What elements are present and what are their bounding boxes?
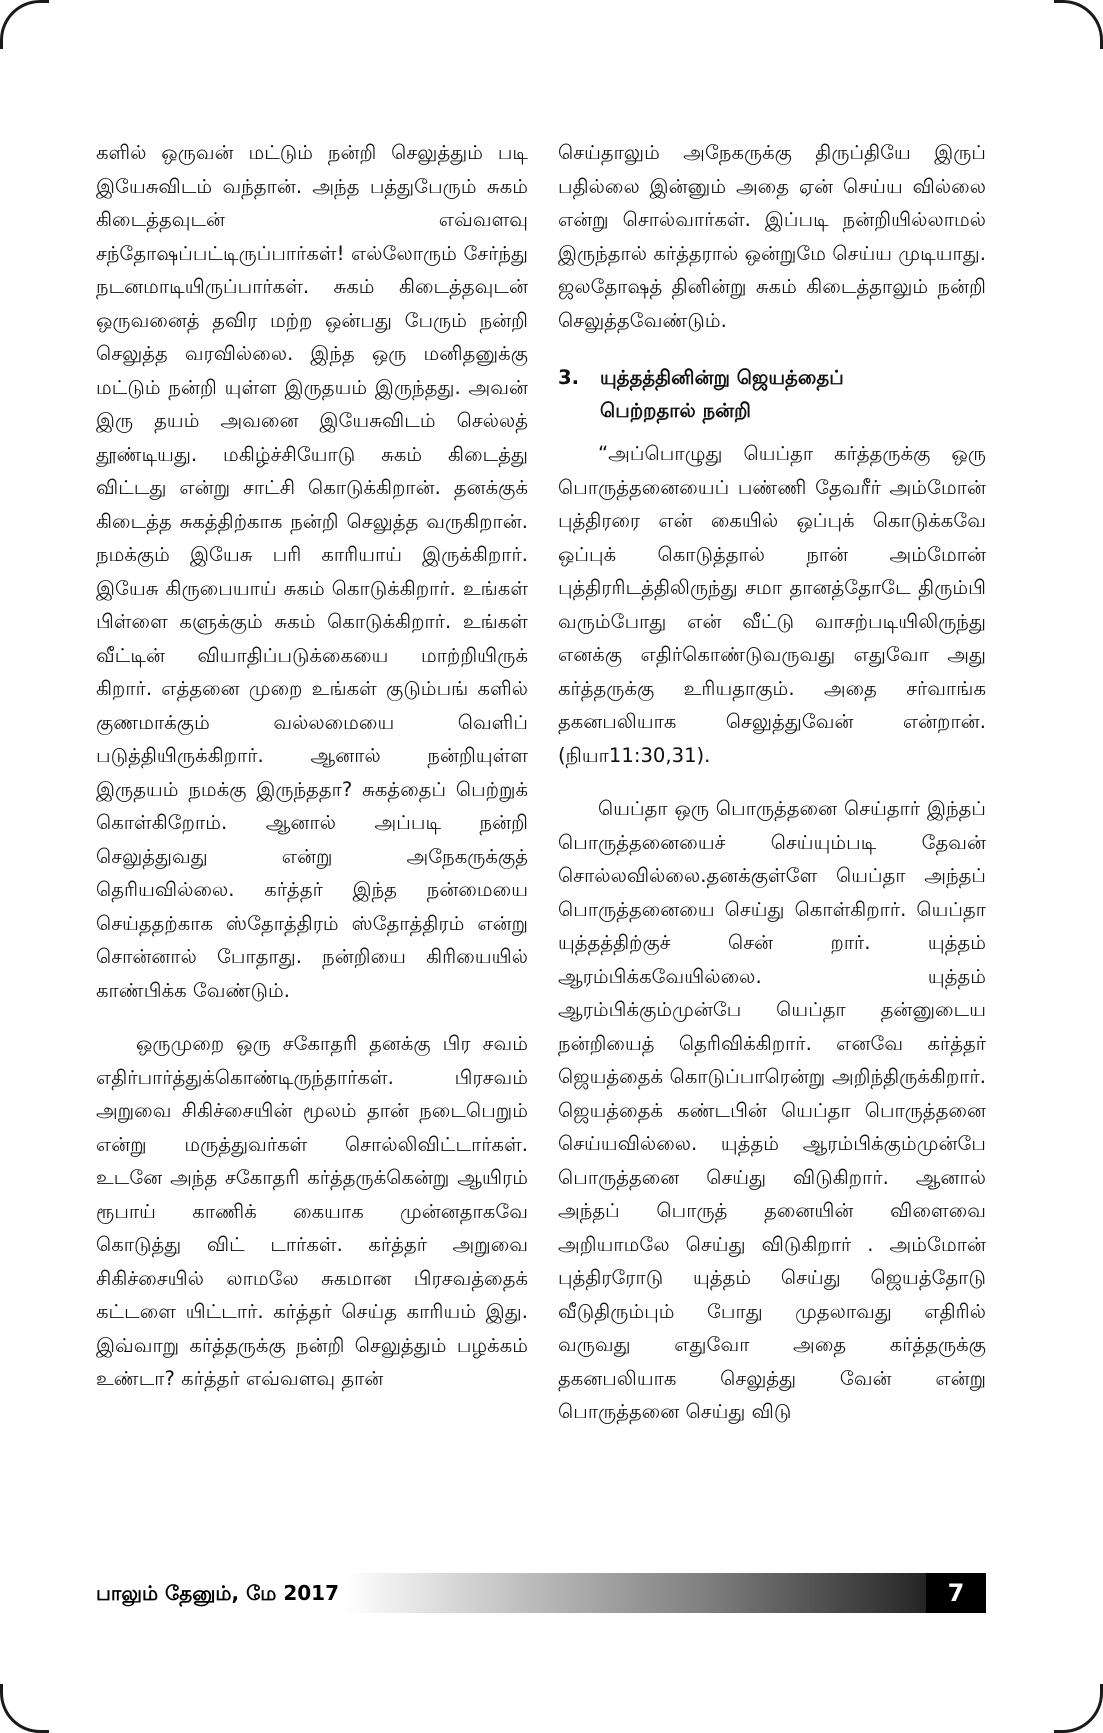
text-line: பெற்றுக் கொள்கிறோம். ஆனால் அப்படி bbox=[96, 777, 529, 834]
text-line: றார். யுத்தம் ஆரம்பிக்கவேயில்லை. யுத்தம் bbox=[558, 931, 986, 988]
text-line: சந்தோஷப்பட்டிருப்பார்கள்! எல்லோரும் bbox=[96, 241, 457, 265]
text-line: யெப்தா அந்தப் பொருத்தனையை செய்து bbox=[558, 864, 986, 921]
text-line: அதை கர்த்தருக்கு தகனபலியாக செலுத்து bbox=[558, 1333, 987, 1390]
text-line: கிடைத்தவுடன் ஒருவனைத் தவிர மற்ற bbox=[96, 275, 528, 332]
left-column bbox=[96, 136, 528, 1396]
text-line: ஒருமுறை ஒரு சகோதரி தனக்கு பிர bbox=[136, 1032, 471, 1055]
text-line: லாமலே சுகமான பிரசவத்தைக் கட்டளை bbox=[96, 1266, 528, 1323]
section-number: 3. bbox=[558, 366, 580, 389]
page-corner-top-right bbox=[1054, 0, 1103, 49]
text-line: பழக்கம் உண்டா? கர்த்தர் எவ்வளவு தான் bbox=[96, 1333, 528, 1390]
text-line: வீட்டின் வியாதிப்படுக்கையை மாற்றியிருக் bbox=[96, 643, 528, 667]
text-line: யெப்தா பொருத்தனை செய்யவில்லை. bbox=[558, 1098, 987, 1155]
text-line: களில் குணமாக்கும் வல்லமையை வெளிப் bbox=[96, 677, 528, 734]
right-paragraph-2 bbox=[558, 792, 986, 1429]
right-column bbox=[558, 136, 986, 1429]
text-line: இந்த ஒரு மனிதனுக்கு மட்டும் நன்றி bbox=[96, 342, 528, 399]
left-paragraph-1 bbox=[96, 136, 528, 1007]
text-line: இருதயம் நமக்கு இருந்ததா? சுகத்தைப் bbox=[96, 777, 447, 801]
page-corner-bottom-left bbox=[0, 1684, 49, 1733]
text-line: கிறார். எத்தனை முறை உங்கள் குடும்பங் bbox=[96, 677, 469, 700]
text-line: பத்துபேரும் சுகம் கிடைத்தவுடன் எவ்வளவு bbox=[96, 174, 528, 231]
section-title-line-1: யுத்தத்தினின்று ஜெயத்தைப் bbox=[600, 366, 844, 389]
text-line: வேன் என்று பொருத்தனை செய்து விடு bbox=[558, 1366, 986, 1423]
text-line: அம்மோன் புத்திரரிடத்திலிருந்து சமா bbox=[558, 542, 986, 599]
text-line: ஆரம்பிக்கும்முன்பே யெப்தா தன்னுடைய bbox=[558, 998, 986, 1021]
text-line: படுத்தியிருக்கிறார். ஆனால் நன்றியுள்ள bbox=[96, 744, 528, 767]
text-line: சொல்லிவிட்டார்கள். உடனே அந்த சகோதரி bbox=[96, 1132, 529, 1189]
text-line: கர்த்தருக்கு உரியதாகும். அதை சர்வாங்க bbox=[558, 676, 986, 700]
text-line: கையாக முன்னதாகவே கொடுத்து விட் bbox=[96, 1199, 528, 1256]
page-corner-top-left bbox=[0, 0, 49, 49]
text-line: அம்மோன் புத்திரரை என் கையில் ஒப்புக் bbox=[558, 475, 986, 532]
text-line: பிரசவம் அறுவை சிகிச்சையின் மூலம் bbox=[96, 1065, 528, 1122]
text-line: யுத்தம் செய்து ஜெயத்தோடு வீடுதிரும்பும் bbox=[558, 1266, 986, 1323]
magazine-issue: பாலும் தேனும், மே 2017 bbox=[96, 1581, 339, 1605]
text-line: ஒன்றுமே செய்ய முடியாது. ஜலதோஷத் bbox=[558, 241, 986, 298]
text-line: இந்தப் பொருத்தனையைச் செய்யும்படி bbox=[558, 797, 986, 854]
text-line: பொருத்தனையைப் பண்ணி தேவரீர் bbox=[558, 475, 881, 499]
text-line: யுள்ள இருதயம் இருந்தது. அவன் இரு bbox=[96, 375, 528, 432]
left-paragraph-2 bbox=[96, 1027, 528, 1396]
text-line: (நியா11:30,31). bbox=[558, 743, 711, 767]
text-line: தெரியவில்லை. கர்த்தர் இந்த நன்மையை bbox=[96, 878, 528, 901]
text-line: என்று சொன்னால் போதாது. நன்றியை bbox=[96, 911, 528, 968]
text-line: தூண்டியது. மகிழ்ச்சியோடு சுகம் கிடைத்து bbox=[96, 442, 528, 466]
section-title-line-2: பெற்றதால் நன்றி bbox=[600, 399, 752, 422]
text-line: போது முதலாவது எதிரில் வருவது எதுவோ bbox=[558, 1299, 986, 1356]
text-line: படி இயேசுவிடம் வந்தான். அந்த bbox=[96, 141, 528, 198]
text-line: செய்து விடுகிறார். ஆனால் அந்தப் பொருத் bbox=[558, 1165, 986, 1222]
text-line: தான் நடைபெறும் என்று மருத்துவர்கள் bbox=[96, 1099, 528, 1156]
text-line: இவ்வாறு கர்த்தருக்கு நன்றி செலுத்தும் bbox=[96, 1333, 447, 1357]
text-line: தனையின் விளைவை அறியாமலே bbox=[558, 1199, 986, 1256]
text-line: ஒன்பது பேரும் நன்றி செலுத்த வரவில்லை. bbox=[96, 308, 528, 365]
text-line: கர்த்தருக்கென்று ஆயிரம் ரூபாய் காணிக் bbox=[96, 1166, 528, 1223]
text-line: களில் ஒருவன் மட்டும் நன்றி செலுத்தும் bbox=[96, 141, 483, 164]
right-paragraph-1 bbox=[558, 136, 986, 337]
text-line: “அப்பொழுது யெப்தா கர்த்தருக்கு ஒரு bbox=[598, 442, 986, 465]
text-line: நன்றியில்லாமல் இருந்தால் கர்த்தரால் bbox=[558, 208, 986, 265]
text-line: கொள்கிறார். யெப்தா யுத்தத்திற்குச் சென் bbox=[558, 897, 986, 954]
text-line: தேவன் சொல்லவில்லை.தனக்குள்ளே bbox=[558, 830, 986, 887]
text-line: நன்றியைத் தெரிவிக்கிறார். எனவே bbox=[558, 1031, 904, 1055]
text-line: தனக்குக் கிடைத்த சுகத்திற்காக நன்றி bbox=[96, 476, 528, 533]
text-line: செய்து விடுகிறார் . அம்மோன் புத்திரரோடு bbox=[558, 1232, 986, 1289]
text-line: செய்ததற்காக ஸ்தோத்திரம் ஸ்தோத்திரம் bbox=[96, 911, 465, 935]
text-line: சவம் எதிர்பார்த்துக்கொண்டிருந்தார்கள். bbox=[96, 1032, 529, 1089]
text-line: விட்டது என்று சாட்சி கொடுக்கிறான். bbox=[96, 476, 441, 499]
text-line: கிரியையில் காண்பிக்க வேண்டும். bbox=[96, 945, 528, 1002]
text-line: தயம் அவனை இயேசுவிடம் செல்லத் bbox=[154, 409, 528, 432]
text-line: தினின்று சுகம் கிடைத்தாலும் நன்றி bbox=[671, 275, 986, 298]
text-line: நன்றி செலுத்துவது என்று அநேகருக்குத் bbox=[96, 811, 528, 868]
text-line: கொடுக்கவே ஒப்புக் கொடுத்தால் நான் bbox=[558, 509, 987, 566]
page-corner-bottom-right bbox=[1054, 1684, 1103, 1733]
text-line: வீட்டு வாசற்படியிலிருந்து எனக்கு bbox=[558, 609, 986, 666]
text-line: டார்கள். கர்த்தர் அறுவை சிகிச்சையில் bbox=[96, 1233, 528, 1290]
text-line: கர்த்தர் ஜெயத்தைக் கொடுப்பாரென்று bbox=[558, 1031, 986, 1088]
text-line: தானத்தோடே திரும்பி வரும்போது என் bbox=[558, 576, 986, 633]
scripture-quote bbox=[558, 437, 986, 772]
text-line: எதிர்கொண்டுவருவது எதுவோ அது bbox=[640, 643, 986, 666]
text-line: காரியாய் இருக்கிறார். இயேசு கிருபையாய் bbox=[96, 543, 529, 600]
footer-bar bbox=[96, 1573, 986, 1613]
text-line: அறிந்திருக்கிறார். ஜெயத்தைக் கண்டபின் bbox=[558, 1065, 986, 1122]
text-line: களுக்கும் சுகம் கொடுக்கிறார். உங்கள் bbox=[179, 610, 528, 633]
text-line: பதில்லை இன்னும் அதை ஏன் செய்ய bbox=[558, 174, 903, 198]
text-line: சுகம் கொடுக்கிறார். உங்கள் பிள்ளை bbox=[96, 576, 529, 633]
text-line: செலுத்த வருகிறான். நமக்கும் இயேசு பரி bbox=[96, 509, 528, 566]
text-line: செய்தாலும் அநேகருக்கு திருப்தியே இருப் bbox=[558, 141, 986, 164]
text-line: யிட்டார். கர்த்தர் செய்த காரியம் இது. bbox=[185, 1300, 529, 1323]
text-line: தகனபலியாக செலுத்துவேன் என்றான். bbox=[558, 710, 986, 733]
section-heading bbox=[558, 361, 986, 427]
text-line: வில்லை என்று சொல்வார்கள். இப்படி bbox=[558, 174, 986, 231]
text-line: சேர்ந்து நடனமாடியிருப்பார்கள். சுகம் bbox=[96, 241, 529, 298]
text-line: யெப்தா ஒரு பொருத்தனை செய்தார் bbox=[598, 797, 921, 820]
text-line: செலுத்தவேண்டும். bbox=[558, 308, 727, 332]
page-number: 7 bbox=[926, 1573, 986, 1613]
text-line: யுத்தம் ஆரம்பிக்கும்முன்பே பொருத்தனை bbox=[558, 1132, 986, 1189]
